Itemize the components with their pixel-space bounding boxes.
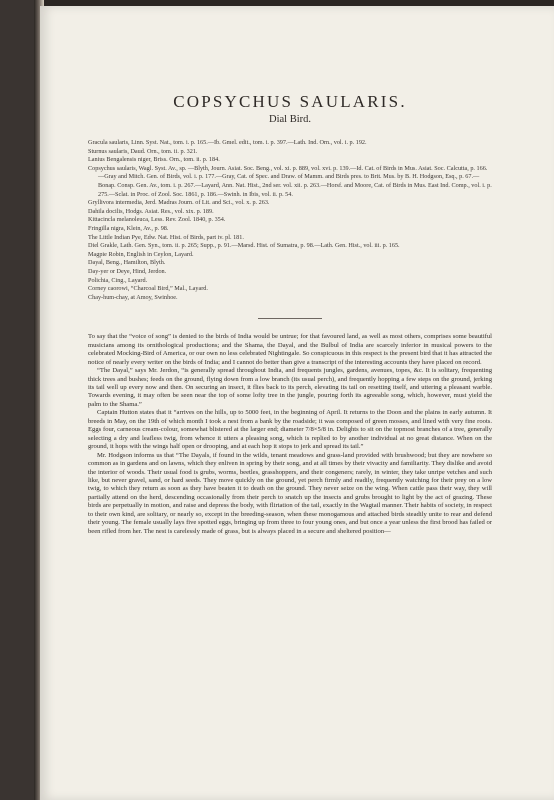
section-divider [258, 318, 322, 319]
synonymy-entry: Diel Grakle, Lath. Gen. Syn., tom. ii. p. 265; Supp., p. 91.—Marsd. Hist. of Sumatra, p. 98.—Lath. Gen. Hist., vol. iii. p. 165. [88, 242, 400, 250]
synonymy-entry: Dayal, Beng., Hamilton, Blyth. [88, 259, 166, 267]
body-paragraph: To say that the “voice of song” is denied to the birds of India would be untrue; for that favoured land, as well as most others, comprises some beautiful musicians among its ornithological productions; and the Shama, the Dayal, and the Bulbul of India are scarcely inferior in musical powers to the celebrated Mocking-Bird of America, or our own no less celebrated Nightingale. So conspicuous in this respect is the present bird that it has attracted the notice of nearly every writer on the birds of India; and I cannot do better than give a transcript of the interesting accounts they have placed on record. [88, 333, 492, 366]
synonymy-entry: Corney caorowi, “Charcoal Bird,” Mal., Layard. [88, 285, 208, 293]
synonymy-entry: Sturnus saularis, Daud. Orn., tom. ii. p. 321. [88, 147, 198, 155]
synonymy-entry: Lanius Bengalensis niger, Briss. Orn., tom. ii. p. 184. [88, 156, 220, 164]
synonymy-entry: Dahila docilis, Hodgs. Asiat. Res., vol. xix. p. 189. [88, 207, 214, 215]
body-paragraph: “The Dayal,” says Mr. Jerdon, “is generally spread throughout India, and frequents jungles, gardens, avenues, topes, &c. It is solitary, frequenting thick trees and bushes; feeds on the ground, flying down from a low branch (its usual perch), and frequently hopping a few steps on the ground, jerking its tail well up every now and then. On securing an insect, it flies back to its perch, elevating its tail on resetting itself, and uttering a pleasant warble. Towards evening, it may often be seen near the top of some lofty tree in the jungle, pouring forth its agreeable song, which, however, must yield the palm to the Shama.” [88, 367, 492, 408]
body-paragraph: Mr. Hodgson informs us that “The Dayals, if found in the wilds, tenant meadows and grass-land provided with brushwood; but they are nowhere so common as in gardens and on lawns, which they enliven in spring by their song, and at all times by their vivacity and familiarity. They dislike and avoid the interior of woods. Their usual food is grubs, worms, beetles, grasshoppers, and their congeners; rarely, in winter, they take unripe vetches and such like, but never gravel, sand, or hard seeds. They move quickly on the ground, yet perch firmly and readily, frequently watching for their prey on a low twig, to which they return as soon as they have beaten it to death on the ground. They never seize on the wing. When cattle pass their way, they will partially attend on the herd, descending occasionally from their perch to snatch up the insects and grubs brought to light by the act of grazing. These birds are perpetually in motion, and raise and depress the body, with flirtation of the tail, exactly in the Wagtail manner. Their habits of society, in respect to their own kind, are solitary, or nearly so, except in the breeding-season, when these monogamous and attached birds steadily unite to rear and defend their young. The female usually lays five spotted eggs, bringing up from three to four young ones, and but once a year unless the first brood has failed or been rifled from her. The nest is carelessly made of grass, but is always placed in a secure and sheltered position— [88, 451, 492, 535]
synonymy-entry: Chay-hum-chay, at Amoy, Swinhoe. [88, 293, 178, 301]
synonymy-entry: Kittacincla melanoleuca, Less. Rev. Zool. 1840, p. 354. [88, 216, 226, 224]
synonymy-list [88, 139, 492, 302]
synonymy-entry: Gracula saularis, Linn. Syst. Nat., tom. i. p. 165.—Ib. Gmel. edit., tom. i. p. 397.—Lath. Ind. Orn., vol. i. p. 192. [88, 139, 367, 146]
page-subtitle: Dial Bird. [269, 114, 311, 125]
synonymy-entry: Polichia, Cing., Layard. [88, 276, 148, 284]
synonymy-entry: Day-yer or Deye, Hind, Jerdon. [88, 267, 167, 275]
body-text [88, 333, 492, 536]
synonymy-entry: Fringilla nigra, Klein, Av., p. 98. [88, 224, 169, 232]
page-content [88, 92, 492, 536]
synonymy-entry: Magpie Robin, English in Ceylon, Layard. [88, 250, 194, 258]
page-title: COPSYCHUS SAULARIS. [173, 92, 407, 111]
synonymy-entry: The Little Indian Pye, Edw. Nat. Hist. of Birds, part iv. pl. 181. [88, 233, 244, 241]
body-paragraph: Captain Hutton states that it “arrives on the hills, up to 5000 feet, in the beginning of April. It returns to the Doon and the plains in early autumn. It breeds in May, on the 19th of which month I took a nest from a bank by the roadside; it was composed of green mosses, and lined with very fine roots. Eggs four, carneous cream-colour, somewhat blistered at the larger end; diameter 7/8×5/8 in. Delights to sit on the topmost branches of a tree, generally selecting a dry and leafless twig, from whence it utters a pleasing song, which is replied to by another individual at no great distance. When on the ground, it hops with the wings half open or drooping, and at each hop it stops to jerk and spread its tail.” [88, 409, 492, 451]
synonymy-entry: Gryllivora intermedia, Jerd. Madras Journ. of Lit. and Sci., vol. x. p. 263. [88, 199, 270, 207]
synonymy-entry: Copsychus saularis, Wagl. Syst. Av., sp. —Blyth, Journ. Asiat. Soc. Beng., vol. xi. p. 889, vol. xvi. p. 139.—Id. Cat. of Birds in Mus. Asiat. Soc. Calcutta, p. 166.—Gray and Mitch. Gen. of Birds, vol. i. p. 177.—Gray, Cat. of Spec. and Draw. of Mamm. and Birds pres. to Brit. Mus. by B. H. Hodgson, Esq., p. 67.—Bonap. Consp. Gen. Av., tom. i. p. 267.—Layard, Ann. Nat. Hist., 2nd ser. vol. xii. p. 263.—Horsf. and Moore, Cat. of Birds in Mus. East Ind. Comp., vol. i. p. 275.—Sclat. in Proc. of Zool. Soc. 1861, p. 186.—Swinh. in Ibis, vol. ii. p. 54. [88, 164, 492, 198]
